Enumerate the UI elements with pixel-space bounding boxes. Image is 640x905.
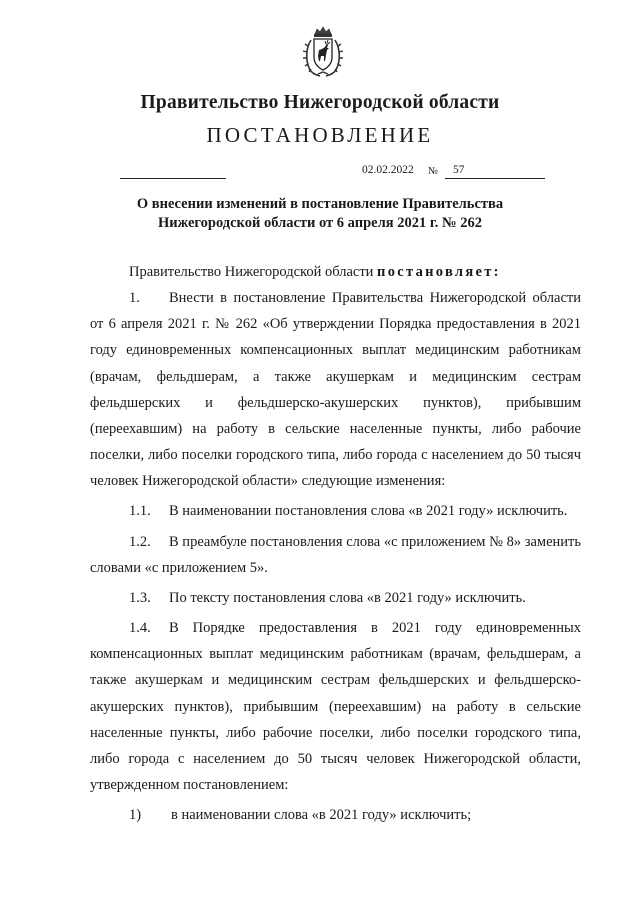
- number-sign: №: [428, 166, 439, 177]
- paragraph-1-1-text: В наименовании постановления слова «в 2021 году» исключить.: [169, 503, 568, 520]
- government-name: Правительство Нижегородской области: [140, 92, 500, 113]
- paragraph-1-2-text: В преамбуле постановления слова «с приложением № 8» заменить словами «с приложением 5».: [90, 533, 581, 576]
- paragraph-1-3-marker: 1.3.: [129, 589, 151, 606]
- paragraph-1-3: [90, 585, 581, 611]
- list-item-1-text: в наименовании слова «в 2021 году» исключить;: [171, 807, 472, 824]
- list-item-1: [90, 802, 581, 828]
- document-body: [90, 259, 581, 828]
- document-type: ПОСТАНОВЛЕНИЕ: [206, 123, 434, 147]
- list-item-1-marker: 1): [129, 807, 142, 824]
- paragraph-1-4-text: В Порядке предоставления в 2021 году единовременных компенсационных выплат медицинским работникам (врачам, фельдшерам, а также акушеркам и медицинским сестрам фельдшерских и фельдшерско-акушерских пунктов), прибывшим (переехавшим) на работу в сельские населенные пункты, либо рабочие поселки, либо поселки городского типа, либо города с населением до 50 тысяч человек Нижегородской области, утвержденном постановлением:: [90, 620, 581, 793]
- subject-line-2: Нижегородской области от 6 апреля 2021 г. № 262: [158, 215, 482, 231]
- paragraph-1-2: [90, 529, 581, 581]
- paragraph-1-1: [90, 498, 581, 524]
- document-subject: [60, 195, 580, 233]
- paragraph-1-4-marker: 1.4.: [129, 620, 151, 637]
- number-underline: [445, 178, 545, 179]
- paragraph-1-text: Внести в постановление Правительства Нижегородской области от 6 апреля 2021 г. № 262 «Об утверждении Порядка предоставления в 2021 году единовременных компенсационных выплат медицинским работникам (врачам, фельдшерам, а также акушеркам и медицинским сестрам фельдшерских и фельдшерско-акушерских пунктов), прибывшим (переехавшим) на работу в сельские населенные пункты, либо рабочие поселки, либо поселки городского типа, либо города с населением до 50 тысяч человек Нижегородской области» следующие изменения:: [90, 290, 581, 490]
- intro-verb: постановляет:: [377, 264, 501, 280]
- paragraph-1-3-text: По тексту постановления слова «в 2021 году» исключить.: [169, 589, 526, 606]
- paragraph-1-1-marker: 1.1.: [129, 503, 151, 520]
- paragraph-1: [90, 285, 581, 494]
- intro-paragraph: [90, 259, 581, 285]
- document-number: 57: [453, 164, 465, 176]
- paragraph-1-2-marker: 1.2.: [129, 533, 151, 550]
- document-date: 02.02.2022: [362, 164, 414, 176]
- subject-line-1: О внесении изменений в постановление Правительства: [136, 196, 504, 212]
- date-underline: [120, 178, 226, 179]
- paragraph-1-4: [90, 615, 581, 798]
- coat-of-arms-icon: [302, 26, 344, 78]
- paragraph-1-marker: 1.: [129, 290, 140, 307]
- intro-text: Правительство Нижегородской области: [129, 264, 374, 280]
